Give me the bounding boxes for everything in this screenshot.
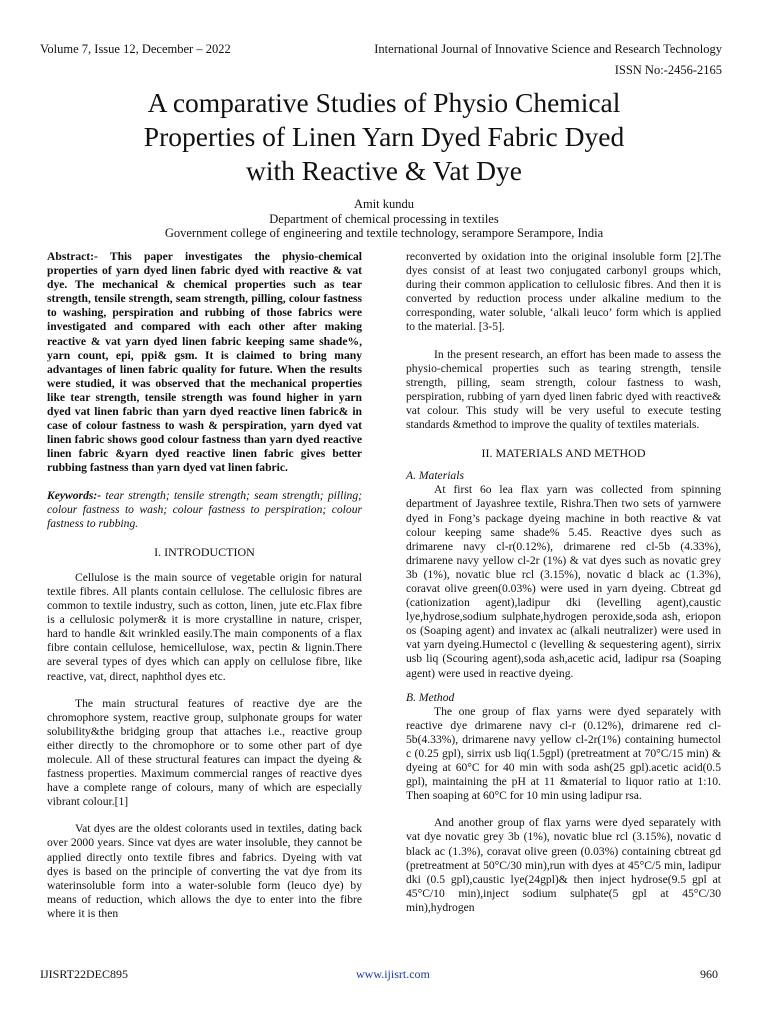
issn: ISSN No:-2456-2165 (614, 63, 722, 77)
materials-subheading: A. Materials (406, 469, 464, 483)
title-line-1: A comparative Studies of Physio Chemical (147, 87, 621, 118)
paper-id: IJISRT22DEC895 (40, 967, 128, 981)
intro-paragraph-2: The main structural features of reactive dye are the chromophore system, reactive group, sulphonate groups for water solubility&the bridging group that attaches i.e., reactive group either directly to the chromophore or to some other part of dye molecule. All of these structural features can impact the dyeing & fastness properties. Maximum commercial ranges of reactive dyes have a complete range of colours, many of which are especially vibrant colour.[1] (47, 696, 362, 809)
vat-paragraph-continued: reconverted by oxidation into the original insoluble form [2].The dyes consist of at least two conjugated carbonyl groups which, during their common application to cellulosic fibres. And then it is converted by reduction process under alkaline medium to the corresponding, water soluble, ‘alkali leuco’ form which is applied to the material. [3-5]. (406, 250, 721, 334)
title-line-2: Properties of Linen Yarn Dyed Fabric Dyed (143, 121, 625, 152)
research-paragraph: In the present research, an effort has been made to assess the physio-chemical properties such as tearing strength, tensile strength, pilling, seam strength, colour fastness to wash, perspiration, rubbing of yarn dyed linen fabric dyed with reactive& vat colour. This study will be very useful to execute testing standards &method to improve the quality of textiles materials. (406, 347, 721, 432)
keywords (47, 489, 362, 531)
keywords-label: Keywords:- (47, 488, 102, 502)
author-name: Amit kundu (353, 197, 415, 211)
title-line-3: with Reactive & Vat Dye (246, 155, 522, 186)
intro-paragraph-3: Vat dyes are the oldest colorants used in textiles, dating back over 2000 years. Since vat dyes are water insoluble, they cannot be applied directly onto textile fibres and fabrics. Dyeing with vat dyes is based on the principle of converting the vat dye from its waterinsoluble form into a water-soluble form (leuco dye) by means of reduction, which allows the dye to enter into the fibre where it is then (47, 822, 362, 920)
author-block (40, 197, 728, 241)
intro-heading: I. INTRODUCTION (154, 544, 255, 559)
page-number: 960 (700, 967, 718, 981)
materials-heading: II. MATERIALS AND METHOD (481, 446, 646, 461)
method-paragraph-1: The one group of flax yarns were dyed separately with reactive dye drimarene navy cl-r (0.12%), drimarene red cl-5b(4.33%), drimarene navy yellow cl-2r(1%) containing humectol c (0.25 gpl), sirrix usb liq(1.5gpl) (pretreatment at 70°C/15 min) & dyeing at 60°C for 40 min with soda ash(25 gpl).acetic acid(0.5 gpl), maintaining the pH at 11 &material to liquor ratio at 1:10. Then soaping at 60°C for 10 min using ladipur rsa. (406, 704, 721, 803)
author-department: Department of chemical processing in textiles (269, 211, 499, 226)
method-paragraph-2: And another group of flax yarns were dyed separately with vat dye novatic grey 3b (1%), novatic blue rcl (3.15%), novatic d black ac (1.3%), coravat olive green (0.03%) containing cbtreat gd (pretreatment at 50°C/30 min),run with dyes at 45°C/5 min, ladipur dki (0.5 gpl),caustic lye(24gpl)& then inject hydrose(9.5 gpl at 45°C/10 min),inject sodium sulphate(5 gpl at 45°C/30 min),hydrogen (406, 816, 721, 914)
keywords-text: tear strength; tensile strength; seam strength; pilling; colour fastness to wash; colour fastness to perspiration; colour fastness to rubbing. (47, 488, 362, 530)
journal-volume: Volume 7, Issue 12, December – 2022 (40, 42, 231, 56)
journal-website-link[interactable]: www.ijisrt.com (356, 967, 430, 981)
paper-title (40, 86, 728, 188)
materials-paragraph: At first 6o lea flax yarn was collected from spinning department of Jayashree textile, Rishra.Then two sets of yarnwere dyed in Fong’s package dyeing machine in both reactive & vat colour keeping same shade% 5.45. Reactive dyes such as drimarene navy cl-r(0.12%), drimarene red cl-5b (4.33%), drimarene navy yellow cl-2r (1%) & vat dyes such as novatic grey 3b (1%), novatic blue rcl (3.15%), novatic d black ac (1.3%), coravat olive green(0.03%) were used in yarn dyeing. Cbtreat gd (cationization agent),ladipur dki (levelling agent),caustic lye,hydrose,sodium sulphate,hydrogen peroxide,soda ash, eriopon os (Soaping agent) and invatex ac (alkali neutralizer) were used in vat yarn dyeing.Humectol c (levelling & sequestering agent), sirrix usb liq (Scouring agent),soda ash,acetic acid, ladipur rsa (Soaping agent) were used in reactive dyeing. (406, 483, 721, 680)
intro-paragraph-1: Cellulose is the main source of vegetable origin for natural textile fibres. All plants contain cellulose. The cellulosic fibres are common to textile industry, such as cotton, linen, jute etc.Flax fibre is a cellulosic polymer& it is more crystalline in nature, crisper, hard to handle &it wrinkled easily.The main components of a flax fibre contain cellulose, hemicellulose, wax, pectin & lignin.There are several types of dyes which can apply on cellulose fibre, like reactive, vat, direct, naphthol dyes etc. (47, 570, 362, 683)
journal-name: International Journal of Innovative Science and Research Technology (374, 42, 722, 56)
method-subheading: B. Method (406, 690, 455, 704)
abstract: Abstract:- This paper investigates the physio-chemical properties of yarn dyed linen fabric dyed with reactive & vat dye. The mechanical & chemical properties such as tear strength, tensile strength, seam strength, pilling, colour fastness to washing, perspiration and rubbing of those fabrics were investigated and compared with each other after making reactive & vat yarn dyed linen fabric keeping same shade%, yarn count, epi, ppi& gsm. It is claimed to bring many advantages of linen fabric quality for future. When the results were studied, it was observed that the mechanical properties like tear strength, tensile strength was found higher in yarn dyed vat linen fabric than yarn dyed reactive linen fabric& in case of colour fastness to wash & perspiration, yarn dyed vat linen fabric shows good colour fastness than yarn dyed reactive linen fabric &yarn dyed reactive linen fabric gives better rubbing fastness than yarn dyed vat linen fabric. (47, 250, 362, 475)
author-institution: Government college of engineering and textile technology, serampore Serampore, India (164, 226, 604, 240)
left-column (47, 250, 362, 921)
right-column (406, 250, 721, 915)
